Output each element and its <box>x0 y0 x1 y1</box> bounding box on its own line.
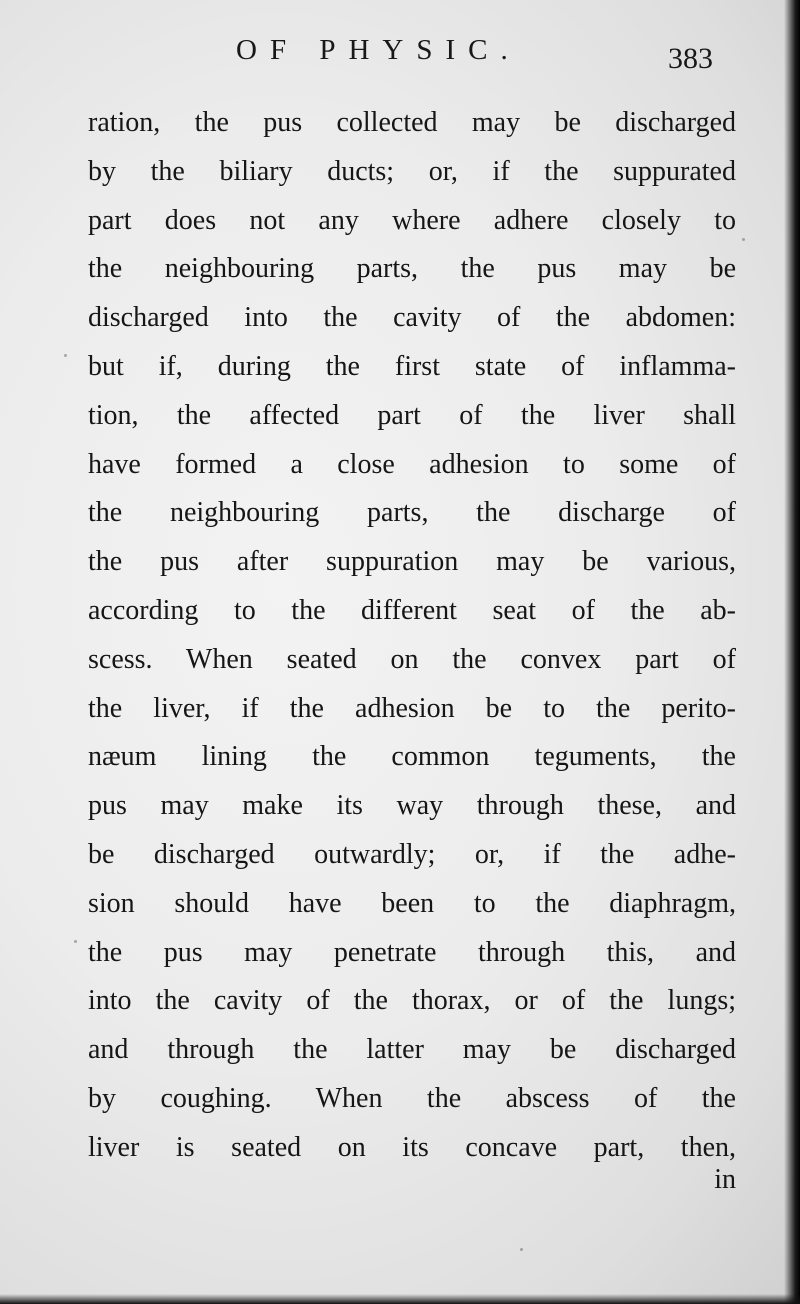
text-line: and through the latter may be discharged <box>88 1034 736 1066</box>
text-line: the liver, if the adhesion be to the perito- <box>88 692 736 724</box>
text-line: by the biliary ducts; or, if the suppurated <box>88 155 736 187</box>
body-text <box>88 99 736 1173</box>
text-line: but if, during the first state of inflamma- <box>88 350 736 382</box>
paper-speck <box>64 354 67 357</box>
text-line: the pus after suppuration may be various, <box>88 546 736 578</box>
text-line: the neighbouring parts, the discharge of <box>88 497 736 529</box>
text-line: sion should have been to the diaphragm, <box>88 887 736 919</box>
text-line: the neighbouring parts, the pus may be <box>88 253 736 285</box>
page-bottom-shadow <box>0 1294 800 1304</box>
text-line: discharged into the cavity of the abdomen: <box>88 302 736 334</box>
text-line: ration, the pus collected may be discharged <box>88 107 736 138</box>
text-line: part does not any where adhere closely to <box>88 204 736 236</box>
paper-speck <box>742 238 745 241</box>
text-line: the pus may penetrate through this, and <box>88 936 736 968</box>
running-head <box>0 30 800 80</box>
text-line: have formed a close adhesion to some of <box>88 448 736 480</box>
text-line: næum lining the common teguments, the <box>88 741 736 773</box>
text-line: tion, the affected part of the liver shall <box>88 399 736 431</box>
text-line: by coughing. When the abscess of the <box>88 1082 736 1114</box>
text-line: according to the different seat of the ab- <box>88 594 736 626</box>
text-line: liver is seated on its concave part, then, <box>88 1131 736 1163</box>
paper-speck <box>520 1248 523 1251</box>
running-title: OF PHYSIC. <box>236 34 521 66</box>
page-edge-shadow <box>784 0 800 1304</box>
page-number: 383 <box>668 42 713 75</box>
text-line: be discharged outwardly; or, if the adhe- <box>88 838 736 870</box>
catchword: in <box>714 1164 736 1195</box>
text-line: into the cavity of the thorax, or of the lungs; <box>88 985 736 1017</box>
text-line: scess. When seated on the convex part of <box>88 643 736 675</box>
paper-speck <box>74 940 77 943</box>
text-line: pus may make its way through these, and <box>88 790 736 822</box>
